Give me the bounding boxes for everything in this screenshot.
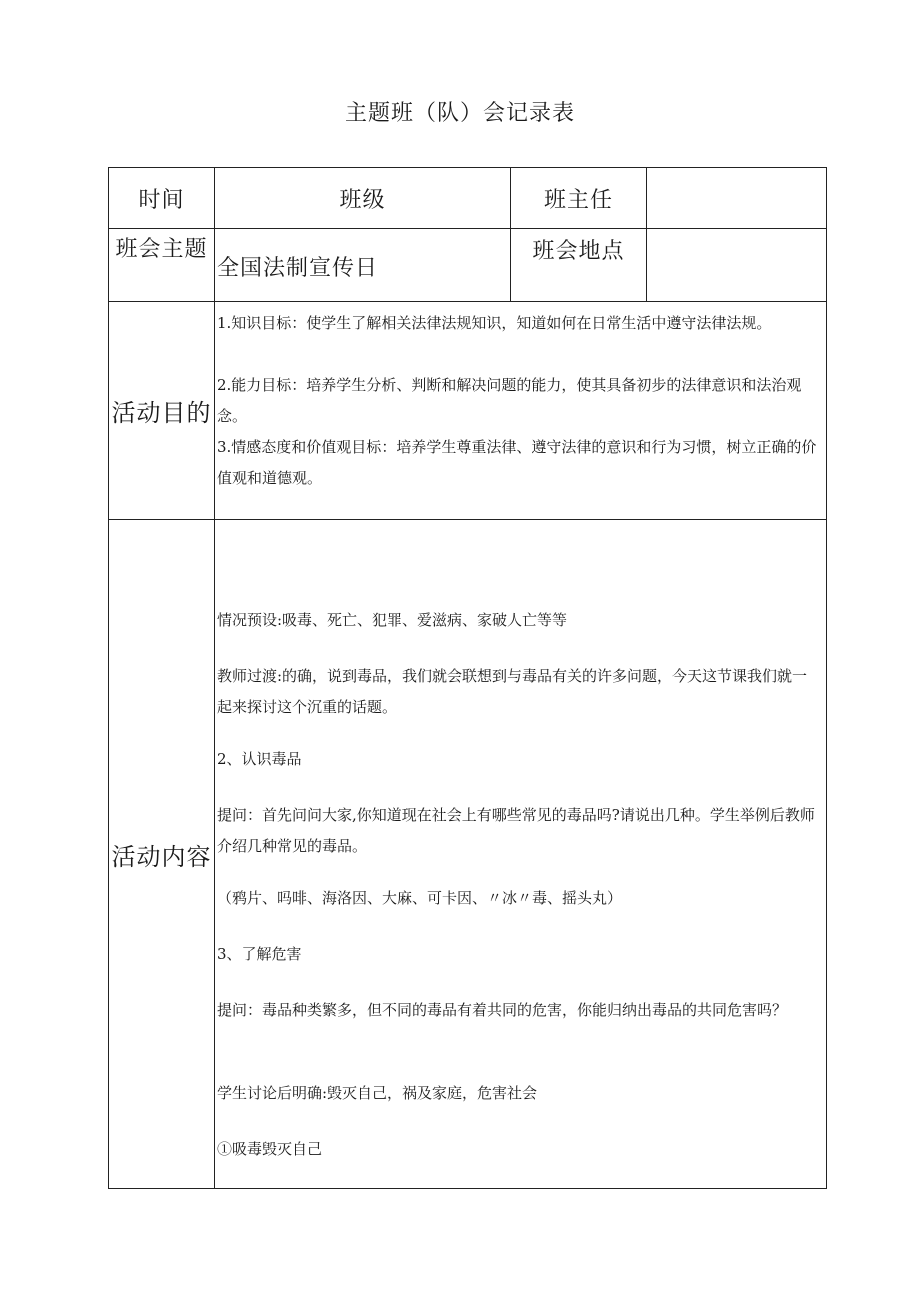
content-paragraph: （鸦片、吗啡、海洛因、大麻、可卡因、〃冰〃毒、摇头丸） [217,889,623,907]
content-paragraph: 情况预设:吸毒、死亡、犯罪、爱滋病、家破人亡等等 [217,611,568,629]
content-paragraph: 学生讨论后明确:毁灭自己，祸及家庭，危害社会 [217,1084,538,1102]
theme-value: 全国法制宣传日 [217,256,379,281]
time-label: 时间 [138,187,185,213]
page-title: 主题班（队）会记录表 [344,101,575,126]
content-paragraph: ①吸毒毁灭自己 [217,1140,323,1158]
content-paragraph: 教师过渡:的确，说到毒品，我们就会联想到与毒品有关的许多问题，今天这节课我们就一起来探讨这个沉重的话题。 [217,667,808,716]
content-paragraph: 3、了解危害 [217,945,302,963]
purpose-item: 3.情感态度和价值观目标：培养学生尊重法律、遵守法律的意识和行为习惯，树立正确的价值观和道德观。 [217,438,817,487]
purpose-label: 活动目的 [111,399,212,427]
purpose-item: 1.知识目标：使学生了解相关法律法规知识，知道如何在日常生活中遵守法律法规。 [217,314,772,332]
content-label: 活动内容 [111,842,212,871]
theme-label: 班会主题 [115,237,208,262]
teacher-label: 班主任 [543,187,613,213]
purpose-item: 2.能力目标：培养学生分析、判断和解决问题的能力，使其具备初步的法律意识和法治观念。 [217,376,802,425]
class-label: 班级 [339,187,386,213]
location-label: 班会地点 [532,239,625,264]
content-paragraph: 提问：首先问问大家,你知道现在社会上有哪些常见的毒品吗?请说出几种。学生举例后教师介绍几种常见的毒品。 [217,806,815,855]
content-paragraph: 2、认识毒品 [217,750,302,768]
content-paragraph: 提问：毒品种类繁多，但不同的毒品有着共同的危害，你能归纳出毒品的共同危害吗？ [217,1001,788,1019]
teacher-value [647,168,826,228]
